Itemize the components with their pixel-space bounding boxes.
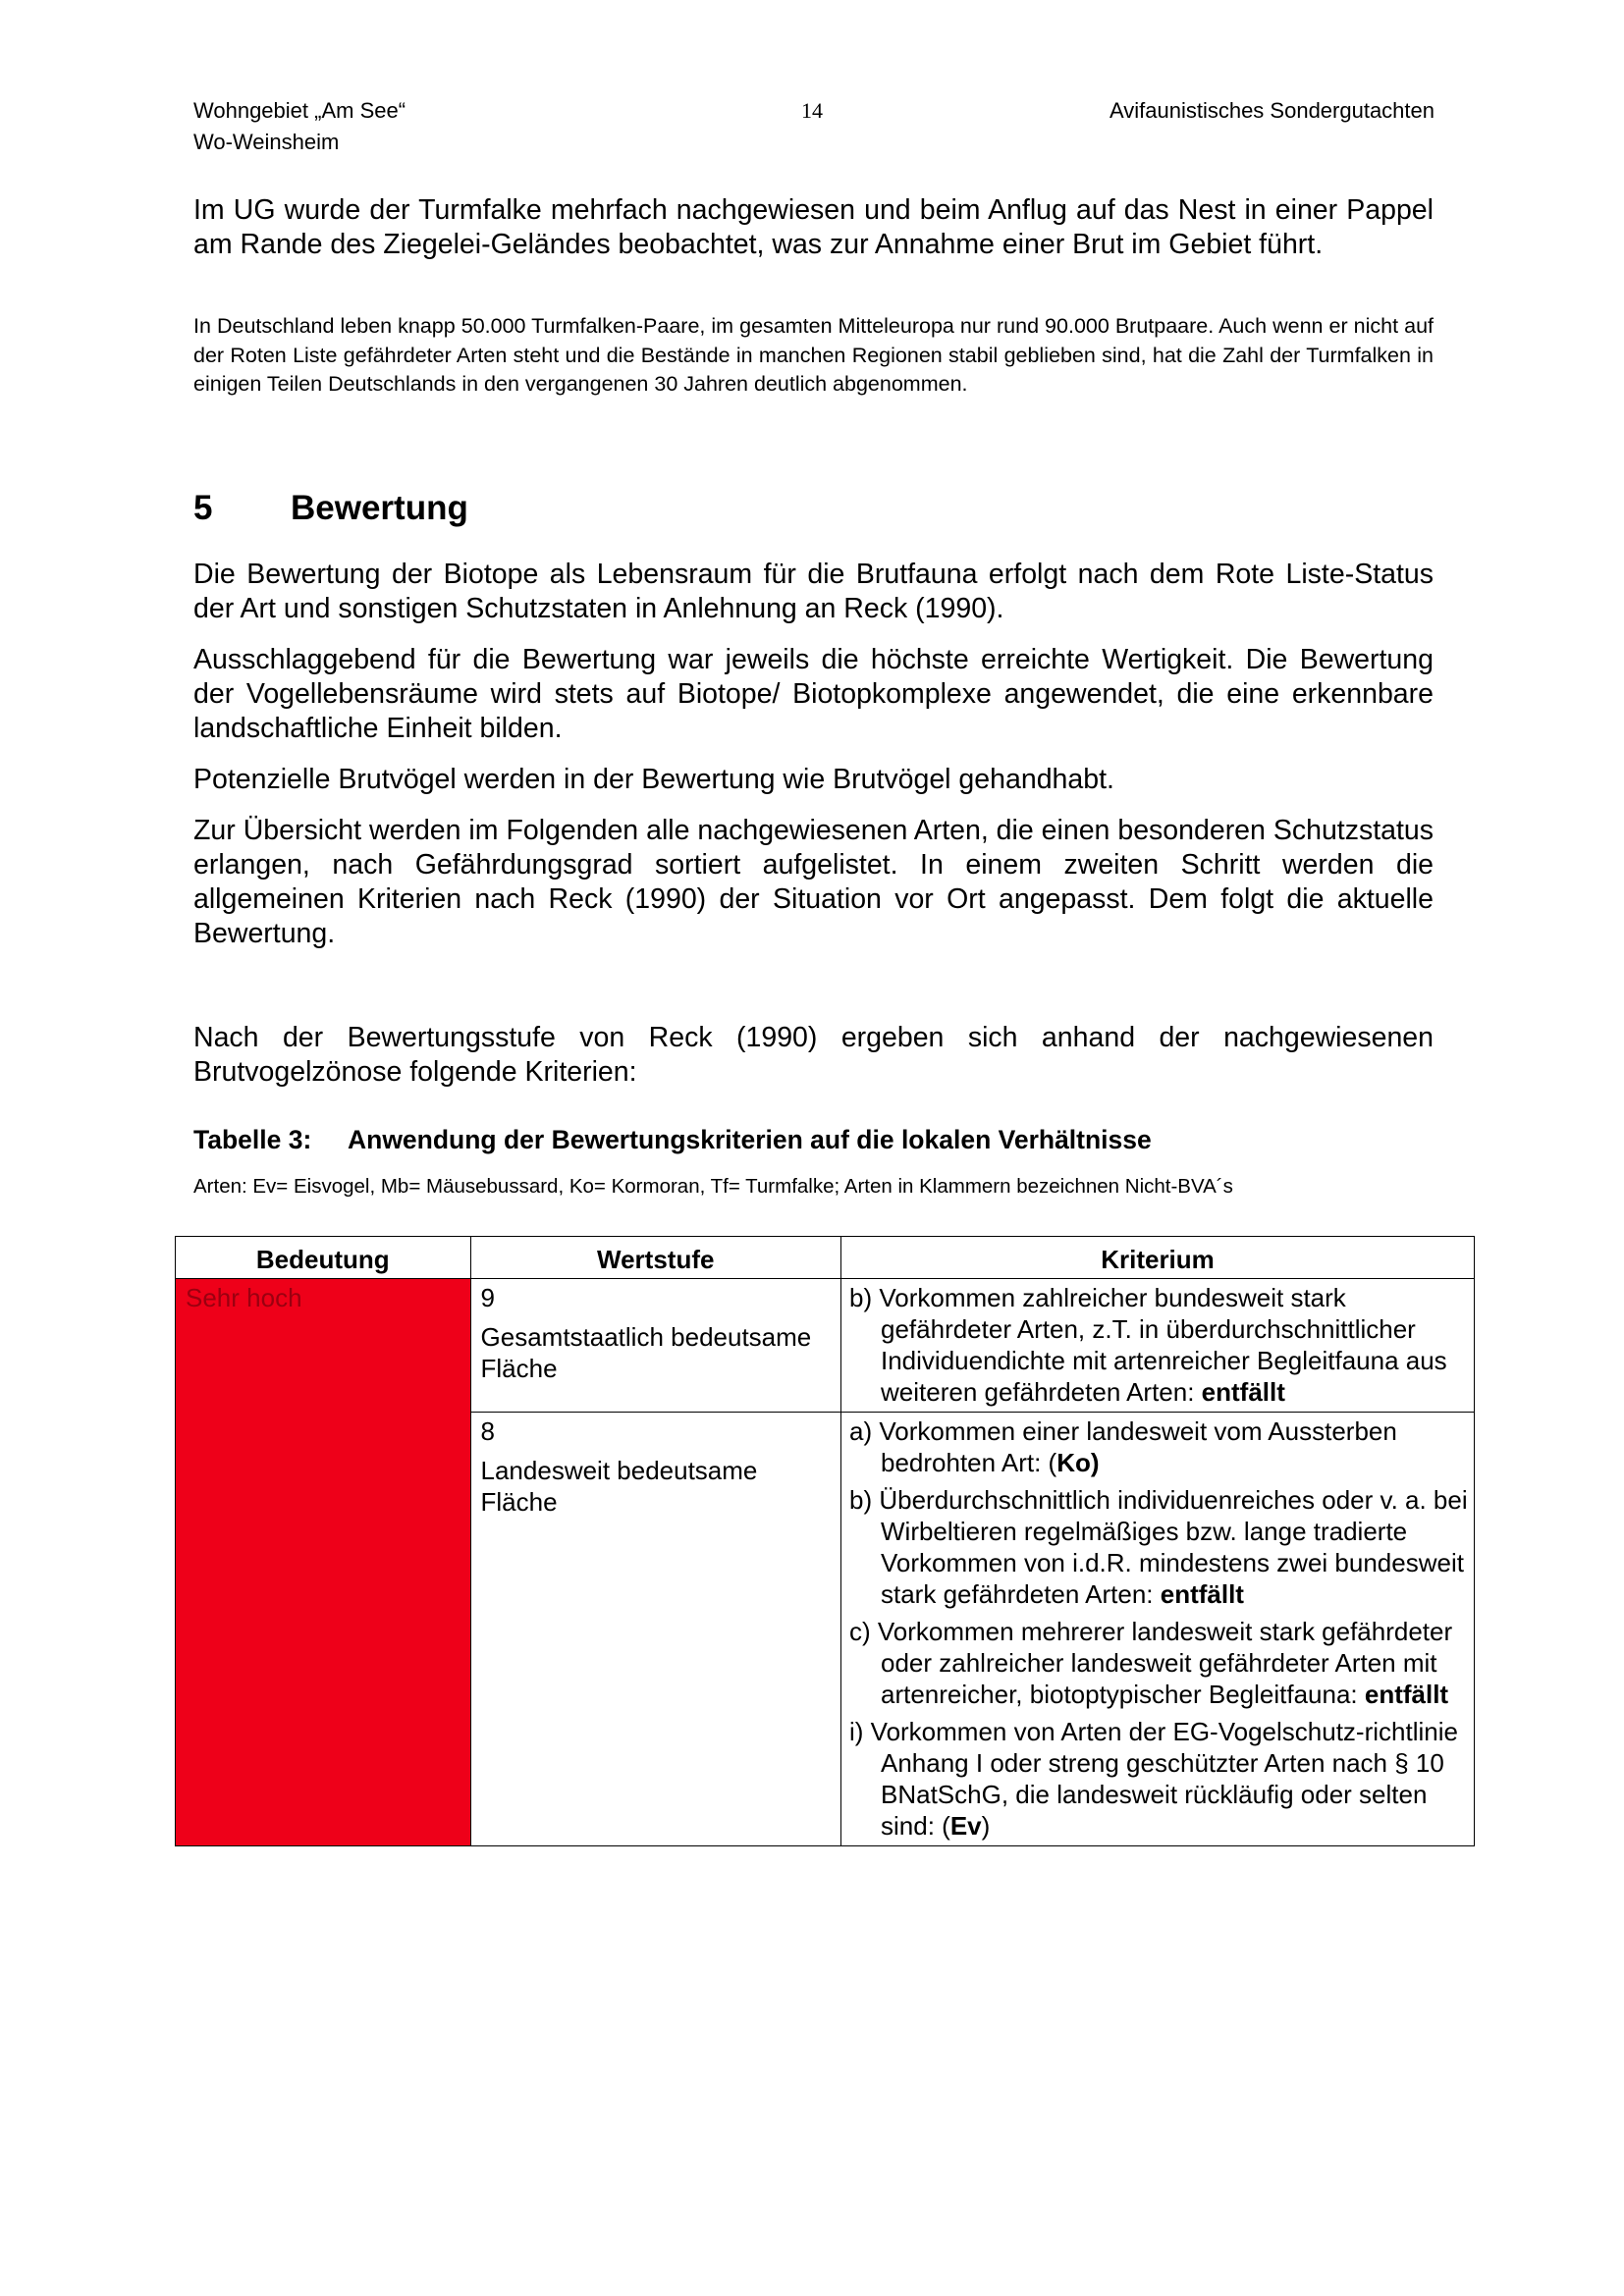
wertstufe-number: 8 <box>480 1416 495 1446</box>
section-body <box>193 558 1434 968</box>
header-kriterium: Kriterium <box>841 1237 1475 1279</box>
page-number: 14 <box>801 98 823 123</box>
section-paragraph: Potenzielle Brutvögel werden in der Bewertung wie Brutvögel gehandhabt. <box>193 764 1114 795</box>
table-note: Arten: Ev= Eisvogel, Mb= Mäusebussard, Ko= Kormoran, Tf= Turmfalke; Arten in Klammern bezeichnen Nicht-BVA´s <box>193 1175 1233 1198</box>
bedeutung-cell <box>176 1279 471 1846</box>
table-caption-label: Tabelle 3: <box>193 1125 312 1154</box>
wertstufe-number: 9 <box>480 1283 495 1312</box>
kriterium-item: b) Überdurchschnittlich individuenreiches oder v. a. bei Wirbeltieren regelmäßiges bzw. lange tradierte Vorkommen von i.d.R. mindestens zwei bundesweit stark gefährdeten Arten: entfällt <box>849 1485 1468 1609</box>
wertstufe-cell <box>470 1279 840 1413</box>
table-caption-text: Anwendung der Bewertungskriterien auf die lokalen Verhältnisse <box>348 1125 1152 1154</box>
intro-paragraph: Im UG wurde der Turmfalke mehrfach nachgewiesen und beim Anflug auf das Nest in einer Pappel am Rande des Ziegelei-Geländes beobachtet, was zur Annahme einer Brut im Gebiet führt. <box>193 194 1434 260</box>
table-row <box>176 1279 1475 1413</box>
header-project-title: Wohngebiet „Am See“ <box>193 98 406 123</box>
header-wertstufe: Wertstufe <box>470 1237 840 1279</box>
evaluation-table <box>175 1236 1475 1846</box>
kriterium-cell <box>841 1279 1475 1413</box>
bedeutung-label: Sehr hoch <box>186 1283 302 1312</box>
section-heading <box>193 487 468 530</box>
section-number: 5 <box>193 489 213 527</box>
kriterium-item: b) Vorkommen zahlreicher bundesweit stark gefährdeter Arten, z.T. in überdurchschnittlicher Individuendichte mit artenreicher Begleitfauna aus weiteren gefährdeten Arten: entfällt <box>849 1283 1447 1407</box>
wertstufe-label: Landesweit bedeutsame Fläche <box>480 1456 758 1517</box>
header-bedeutung: Bedeutung <box>176 1237 471 1279</box>
intro-section <box>193 193 1434 279</box>
table-header-row <box>176 1237 1475 1279</box>
criteria-intro-block <box>193 1021 1434 1106</box>
wertstufe-cell <box>470 1413 840 1846</box>
kriterium-cell <box>841 1413 1475 1846</box>
kriterium-item: c) Vorkommen mehrerer landesweit stark gefährdeter oder zahlreicher landesweit gefährdeter Arten mit artenreicher, biotoptypischer Begleitfauna: entfällt <box>849 1617 1453 1709</box>
kriterium-item: a) Vorkommen einer landesweit vom Aussterben bedrohten Art: (Ko) <box>849 1416 1397 1477</box>
kriterium-item: i) Vorkommen von Arten der EG-Vogelschutz-richtlinie Anhang I oder streng geschützter Arten nach § 10 BNatSchG, die landesweit rückläufig oder selten sind: (Ev) <box>849 1717 1458 1841</box>
intro-small-paragraph: In Deutschland leben knapp 50.000 Turmfalken-Paare, im gesamten Mitteleuropa nur rund 90.000 Brutpaare. Auch wenn er nicht auf der Roten Liste gefährdeter Arten steht und die Bestände in manchen Regionen stabil geblieben sind, hat die Zahl der Turmfalken in einigen Teilen Deutschlands in den vergangenen 30 Jahren deutlich abgenommen. <box>193 314 1434 396</box>
section-paragraph: Zur Übersicht werden im Folgenden alle nachgewiesenen Arten, die einen besonderen Schutzstatus erlangen, nach Gefährdungsgrad sortiert aufgelistet. In einem zweiten Schritt werden die allgemeinen Kriterien nach Reck (1990) der Situation vor Ort angepasst. Dem folgt die aktuelle Bewertung. <box>193 815 1434 949</box>
wertstufe-label: Gesamtstaatlich bedeutsame Fläche <box>480 1322 812 1383</box>
section-paragraph: Ausschlaggebend für die Bewertung war jeweils die höchste erreichte Wertigkeit. Die Bewertung der Vogellebensräume wird stets auf Biotope/ Biotopkomplexe angewendet, die eine erkennbare landschaftliche Einheit bilden. <box>193 644 1434 744</box>
header-document-type: Avifaunistisches Sondergutachten <box>1109 98 1435 123</box>
section-paragraph: Die Bewertung der Biotope als Lebensraum für die Brutfauna erfolgt nach dem Rote Liste-Status der Art und sonstigen Schutzstaten in Anlehnung an Reck (1990). <box>193 559 1434 624</box>
header-location: Wo-Weinsheim <box>193 130 340 154</box>
criteria-intro: Nach der Bewertungsstufe von Reck (1990) ergeben sich anhand der nachgewiesenen Brutvogelzönose folgende Kriterien: <box>193 1022 1434 1088</box>
section-title: Bewertung <box>291 489 468 527</box>
table-caption <box>193 1123 1152 1156</box>
